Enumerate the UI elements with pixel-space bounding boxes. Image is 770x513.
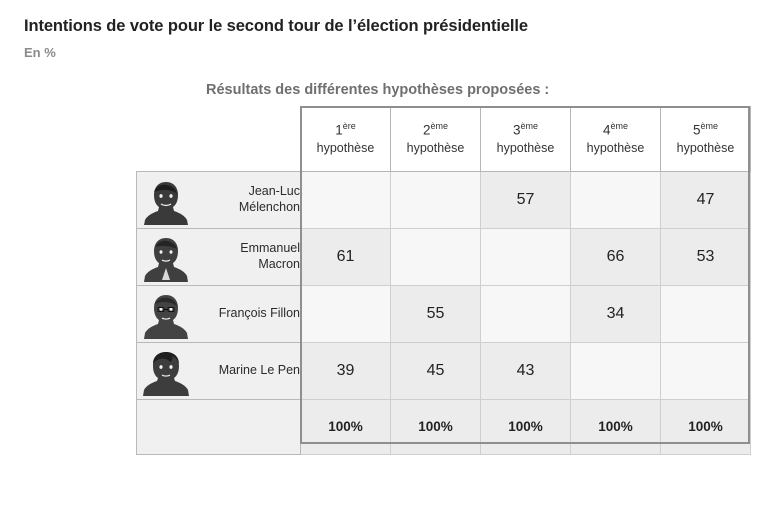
- cell-melenchon-h2: [391, 171, 481, 228]
- hypothesis-5-exponent: ème: [700, 120, 719, 131]
- cell-melenchon-h4: [571, 171, 661, 228]
- hypothesis-4-ordinal: 4: [602, 122, 611, 138]
- portrait-lepen-icon: [143, 346, 189, 396]
- column-header-hypothesis-1: [301, 106, 391, 171]
- candidate-cell-lepen: [137, 342, 301, 399]
- candidate-cell-melenchon: [137, 171, 301, 228]
- page-subtitle: En %: [24, 44, 56, 60]
- hypothesis-1-word: hypothèse: [316, 141, 375, 156]
- table-row: [137, 285, 751, 342]
- candidate-name-melenchon: [189, 184, 300, 215]
- chart-heading: Résultats des différentes hypothèses proposées :: [206, 81, 550, 98]
- cell-fillon-h2: 55: [391, 285, 481, 342]
- cell-macron-h3: [481, 228, 571, 285]
- candidate-name-fillon: François Fillon: [218, 305, 300, 320]
- table-header-row: [137, 106, 751, 171]
- candidate-name-line2: Macron: [258, 256, 300, 271]
- cell-melenchon-h1: [301, 171, 391, 228]
- cell-fillon-h4: 34: [571, 285, 661, 342]
- header-corner-blank: [137, 106, 301, 171]
- column-header-hypothesis-3: [481, 106, 571, 171]
- total-h2: 100%: [391, 399, 481, 454]
- column-header-hypothesis-2: [391, 106, 481, 171]
- results-table-wrap: [136, 106, 750, 455]
- total-row-blank: [137, 399, 301, 454]
- candidate-name-line1: Emmanuel: [240, 241, 300, 255]
- candidate-name-lepen: Marine Le Pen: [218, 362, 300, 377]
- cell-lepen-h3: 43: [481, 342, 571, 399]
- portrait-fillon-icon: [143, 289, 189, 339]
- table-total-row: [137, 399, 751, 454]
- portrait-melenchon-icon: [143, 175, 189, 225]
- candidate-name-line1: Jean-Luc: [248, 184, 300, 198]
- table-row: [137, 342, 751, 399]
- candidate-name-macron: [189, 241, 300, 272]
- table-row: [137, 228, 751, 285]
- cell-macron-h1: 61: [301, 228, 391, 285]
- hypothesis-4-exponent: ème: [610, 120, 629, 131]
- candidate-cell-fillon: [137, 285, 301, 342]
- cell-lepen-h5: [661, 342, 751, 399]
- hypothesis-5-ordinal: 5: [692, 122, 701, 138]
- cell-melenchon-h3: 57: [481, 171, 571, 228]
- hypothesis-2-exponent: ème: [430, 120, 449, 131]
- hypothesis-3-word: hypothèse: [496, 141, 555, 156]
- total-h3: 100%: [481, 399, 571, 454]
- table-row: [137, 171, 751, 228]
- candidate-name-line2: Mélenchon: [238, 199, 300, 214]
- results-table: [136, 106, 751, 455]
- cell-macron-h5: 53: [661, 228, 751, 285]
- cell-lepen-h1: 39: [301, 342, 391, 399]
- hypothesis-2-ordinal: 2: [422, 122, 431, 138]
- cell-fillon-h3: [481, 285, 571, 342]
- hypothesis-1-ordinal: 1: [335, 122, 343, 138]
- page-title: Intentions de vote pour le second tour de l’élection présidentielle: [24, 17, 528, 35]
- hypothesis-3-exponent: ème: [520, 120, 539, 131]
- cell-lepen-h4: [571, 342, 661, 399]
- column-header-hypothesis-4: [571, 106, 661, 171]
- cell-melenchon-h5: 47: [661, 171, 751, 228]
- total-h1: 100%: [301, 399, 391, 454]
- hypothesis-4-word: hypothèse: [586, 141, 645, 156]
- hypothesis-2-word: hypothèse: [406, 141, 465, 156]
- portrait-macron-icon: [143, 232, 189, 282]
- cell-macron-h2: [391, 228, 481, 285]
- cell-fillon-h1: [301, 285, 391, 342]
- hypothesis-1-exponent: ère: [342, 120, 356, 131]
- column-header-hypothesis-5: [661, 106, 751, 171]
- candidate-cell-macron: [137, 228, 301, 285]
- total-h4: 100%: [571, 399, 661, 454]
- total-h5: 100%: [661, 399, 751, 454]
- cell-lepen-h2: 45: [391, 342, 481, 399]
- hypothesis-5-word: hypothèse: [676, 141, 735, 156]
- cell-fillon-h5: [661, 285, 751, 342]
- hypothesis-3-ordinal: 3: [512, 122, 521, 138]
- cell-macron-h4: 66: [571, 228, 661, 285]
